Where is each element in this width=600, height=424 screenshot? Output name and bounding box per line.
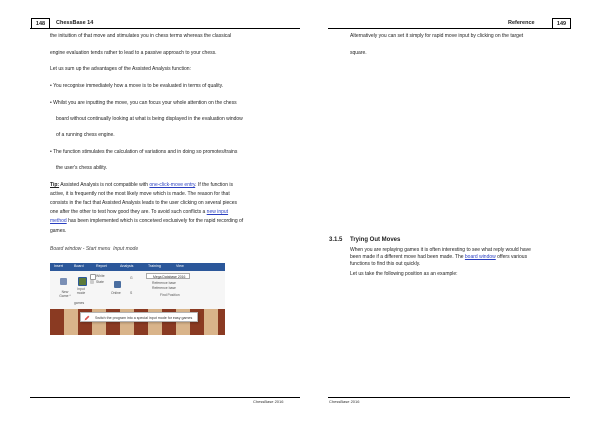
s-label: S	[130, 291, 133, 295]
ribbon-tab-bar	[50, 263, 225, 271]
new-game-icon	[60, 278, 67, 285]
tab-training[interactable]: Training	[148, 264, 161, 268]
tip-line-4: one after the other to test how good they are. To avoid such conflicts a new input	[50, 209, 229, 215]
reference-base-2[interactable]: Reference base	[152, 286, 176, 290]
ribbon-body	[50, 271, 225, 310]
tab-analysis[interactable]: Analysis	[120, 264, 134, 268]
board-window-link[interactable]: board window	[464, 254, 496, 260]
footer-rule-right	[328, 397, 570, 398]
state-icon	[90, 280, 94, 284]
input-mode-screenshot	[50, 263, 225, 335]
header-title-left: ChessBase 14	[56, 20, 94, 26]
footer-right: ChessBase 2016	[329, 399, 360, 404]
group-label-games: games	[74, 301, 85, 305]
online-icon	[114, 281, 121, 288]
tab-report[interactable]: Report	[96, 264, 107, 268]
paragraph-line: engine evaluation tends rather to lead to a passive approach to your chess.	[50, 50, 217, 56]
paragraph-line: square.	[350, 50, 367, 56]
footer-left: ChessBase 2016	[253, 399, 284, 404]
tip-line-5: method has been implemented which is conceived exclusively for the rapid recording of	[50, 218, 244, 224]
tip-label: Tip:	[50, 182, 60, 188]
input-mode-tooltip	[80, 312, 198, 322]
database-select[interactable]: Mega Database 2016	[146, 273, 190, 279]
pencil-icon	[84, 315, 90, 321]
state-label[interactable]: State	[96, 280, 104, 284]
page-number-right: 149	[552, 18, 571, 29]
footer-rule-left	[30, 397, 300, 398]
one-click-move-entry-link[interactable]: one-click-move entry	[149, 182, 196, 188]
paragraph-line: been made if a different move had been made. The board window offers various	[350, 254, 528, 260]
tab-board[interactable]: Board	[74, 264, 84, 268]
header-rule-left	[30, 28, 300, 29]
header-rule-right	[328, 28, 570, 29]
online-button[interactable]: Online	[111, 291, 121, 295]
reference-base-1[interactable]: Reference base	[152, 281, 176, 285]
paragraph-line: When you are replaying games it is often interesting to see what reply would have	[350, 247, 531, 253]
section-heading: Trying Out Moves	[350, 237, 401, 243]
tab-view[interactable]: View	[176, 264, 184, 268]
header-title-right: Reference	[508, 20, 535, 26]
g-label: G	[130, 276, 133, 280]
method-link[interactable]: method	[50, 218, 67, 224]
white-label[interactable]: White	[96, 274, 105, 278]
section-number: 3.1.5	[329, 237, 343, 243]
tip-line-1: Tip: Assisted Analysis is not compatible with one-click-move entry. If the function is	[50, 182, 233, 188]
tip-line-2: active, it is frequently not the most likely move which is made. The reason for that	[50, 191, 230, 197]
tab-insert[interactable]: Insert	[54, 264, 63, 268]
new-game-button[interactable]: New Game *	[59, 290, 71, 298]
figure-caption: Board window - Start menu Input mode	[50, 246, 139, 252]
tooltip-text: Switch the program into a special input mode for easy games	[95, 316, 193, 320]
new-input-link[interactable]: new input	[206, 209, 229, 215]
page-number-left: 148	[31, 18, 50, 29]
paragraph-line: the inituition of that move and stimulates you in chess terms whereas the classical	[50, 33, 232, 39]
bullet-item: • Whilst you are inputting the move, you can focus your whole attention on the chess	[50, 98, 237, 109]
paragraph: Let us sum up the advantages of the Assisted Analysis function:	[50, 66, 191, 72]
paragraph-line: functions to find this out quickly.	[350, 261, 421, 267]
group-label-find-position: Find Position	[160, 293, 180, 297]
paragraph: Let us take the following position as an example:	[350, 271, 458, 277]
paragraph-line: Alternatively you can set it simply for rapid move input by clicking on the target	[350, 33, 524, 39]
bullet-continuation: of a running chess engine.	[56, 132, 115, 138]
bullet-continuation: board without continually looking at what is being displayed in the evaluation window	[56, 116, 243, 122]
bullet-continuation: the user's chess ability.	[56, 165, 108, 171]
tip-line-3: consists in the fact that Assisted Analysis leads to the user clicking on several pieces	[50, 200, 238, 206]
input-mode-button[interactable]: Input mode	[76, 287, 86, 295]
input-mode-icon	[78, 277, 87, 286]
tip-line-6: games.	[50, 228, 67, 234]
bullet-item: • You recognise immediately how a move is to be evaluated in terms of quality.	[50, 81, 223, 92]
bullet-item: • The function stimulates the calculation of variations and in doing so promotes/trains	[50, 147, 237, 158]
